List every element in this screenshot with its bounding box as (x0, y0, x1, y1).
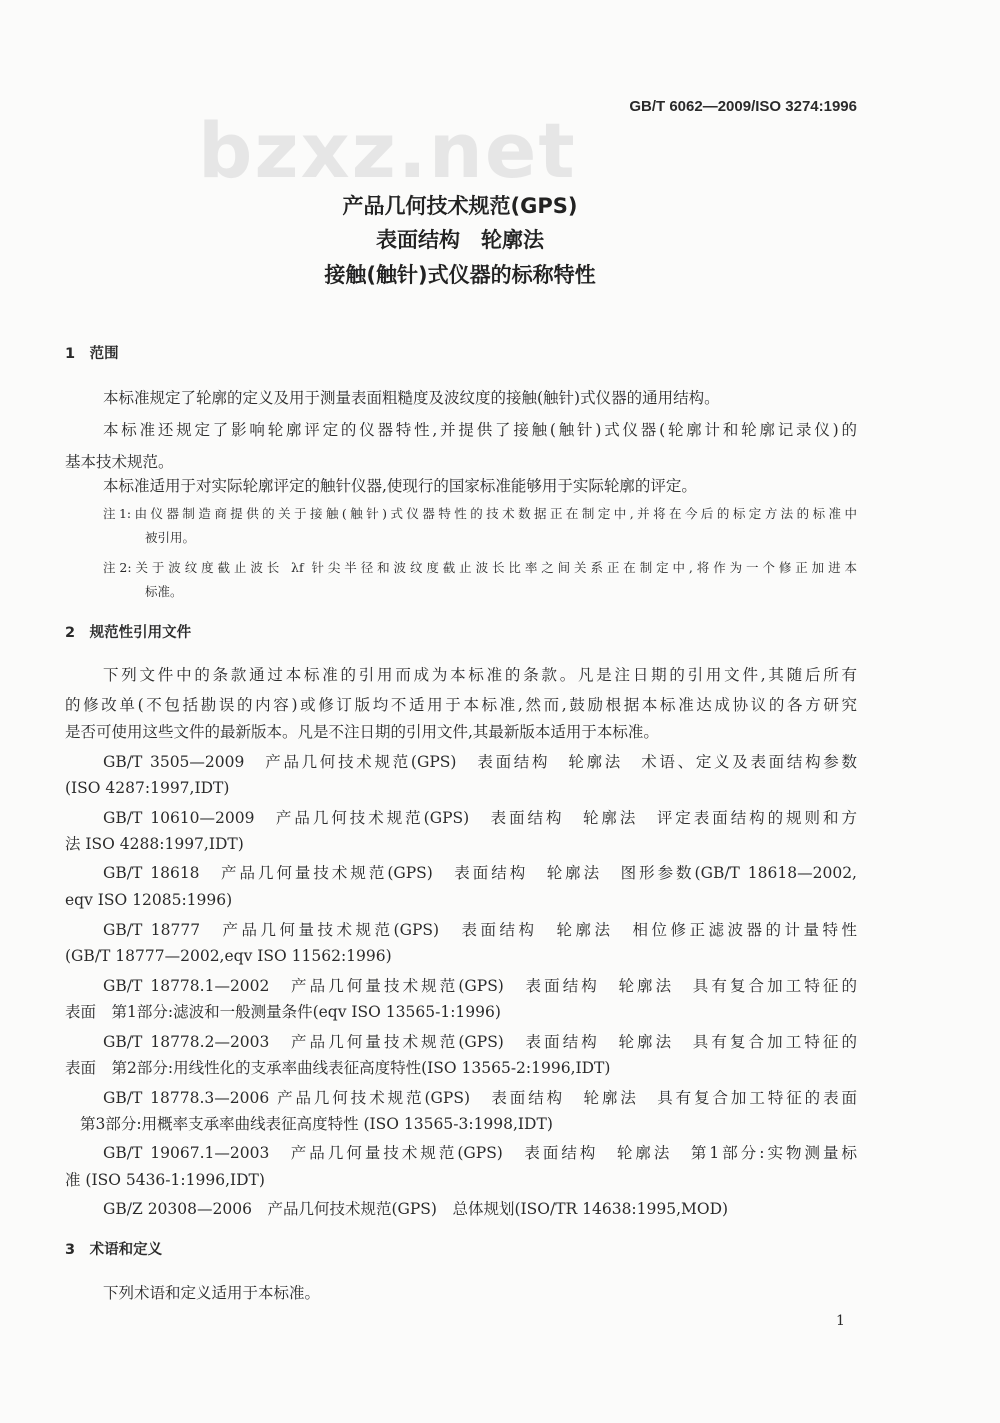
reference-item: GB/T 18618 产品几何量技术规范(GPS) 表面结构 轮廓法 图形参数(GB/T 18618—2002, (103, 864, 857, 882)
title-line-3: 接触(触针)式仪器的标称特性 (324, 263, 596, 287)
reference-item-cont: 法 ISO 4288:1997,IDT) (65, 835, 244, 853)
reference-item: GB/T 18778.2—2003 产品几何量技术规范(GPS) 表面结构 轮廓法 具有复合加工特征的 (103, 1033, 857, 1051)
reference-item: GB/T 18777 产品几何量技术规范(GPS) 表面结构 轮廓法 相位修正滤波器的计量特性 (103, 921, 857, 939)
reference-item-cont: 准 (ISO 5436-1:1996,IDT) (65, 1171, 265, 1189)
note-2: 注2:关于波纹度截止波长 λf 针尖半径和波纹度截止波长比率之间关系正在制定中,将作为一个修正加进本 (103, 560, 857, 575)
reference-item: GB/T 18778.3—2006 产品几何技术规范(GPS) 表面结构 轮廓法 具有复合加工特征的表面 (103, 1089, 857, 1107)
reference-item-cont: (ISO 4287:1997,IDT) (65, 779, 230, 797)
note-1: 注1:由仪器制造商提供的关于接触(触针)式仪器特性的技术数据正在制定中,并将在今后的标定方法的标准中 (103, 506, 857, 521)
reference-item: GB/T 19067.1—2003 产品几何量技术规范(GPS) 表面结构 轮廓法 第1部分:实物测量标 (103, 1144, 857, 1162)
paragraph: 本标准还规定了影响轮廓评定的仪器特性,并提供了接触(触针)式仪器(轮廓计和轮廓记录仪)的 (103, 421, 857, 439)
reference-item: GB/T 18778.1—2002 产品几何量技术规范(GPS) 表面结构 轮廓法 具有复合加工特征的 (103, 977, 857, 995)
reference-item: GB/T 10610—2009 产品几何技术规范(GPS) 表面结构 轮廓法 评定表面结构的规则和方 (103, 809, 857, 827)
reference-item-cont: 表面 第2部分:用线性化的支承率曲线表征高度特性(ISO 13565-2:1996,IDT) (65, 1059, 611, 1077)
note-2-cont: 标准。 (145, 584, 183, 599)
reference-item-cont: 表面 第1部分:滤波和一般测量条件(eqv ISO 13565-1:1996) (65, 1003, 501, 1021)
title-line-1: 产品几何技术规范(GPS) (342, 194, 578, 218)
watermark: bzxz.net (198, 106, 577, 195)
section-heading-2: 2 规范性引用文件 (65, 625, 192, 641)
title-line-2: 表面结构 轮廓法 (376, 228, 544, 252)
standard-number: GB/T 6062—2009/ISO 3274:1996 (629, 98, 857, 115)
note-1-cont: 被引用。 (145, 530, 196, 545)
page-number: 1 (836, 1313, 845, 1329)
paragraph-cont: 的修改单(不包括勘误的内容)或修订版均不适用于本标准,然而,鼓励根据本标准达成协议的各方研究 (65, 696, 857, 714)
reference-item: GB/T 3505—2009 产品几何技术规范(GPS) 表面结构 轮廓法 术语、定义及表面结构参数 (103, 753, 857, 771)
paragraph: 下列术语和定义适用于本标准。 (103, 1284, 321, 1302)
section-heading-3: 3 术语和定义 (65, 1242, 163, 1258)
reference-item-cont: (GB/T 18777—2002,eqv ISO 11562:1996) (65, 947, 392, 965)
section-heading-1: 1 范围 (65, 346, 119, 362)
reference-item-cont: 第3部分:用概率支承率曲线表征高度特性 (ISO 13565-3:1998,IDT) (80, 1115, 553, 1133)
reference-item: GB/Z 20308—2006 产品几何技术规范(GPS) 总体规划(ISO/TR 14638:1995,MOD) (103, 1200, 729, 1218)
reference-item-cont: eqv ISO 12085:1996) (65, 891, 233, 909)
paragraph: 本标准规定了轮廓的定义及用于测量表面粗糙度及波纹度的接触(触针)式仪器的通用结构。 (103, 389, 720, 407)
paragraph: 下列文件中的条款通过本标准的引用而成为本标准的条款。凡是注日期的引用文件,其随后所有 (103, 666, 857, 684)
paragraph: 本标准适用于对实际轮廓评定的触针仪器,使现行的国家标准能够用于实际轮廓的评定。 (103, 477, 697, 495)
paragraph-cont: 是否可使用这些文件的最新版本。凡是不注日期的引用文件,其最新版本适用于本标准。 (65, 723, 659, 741)
paragraph-cont: 基本技术规范。 (65, 453, 174, 471)
